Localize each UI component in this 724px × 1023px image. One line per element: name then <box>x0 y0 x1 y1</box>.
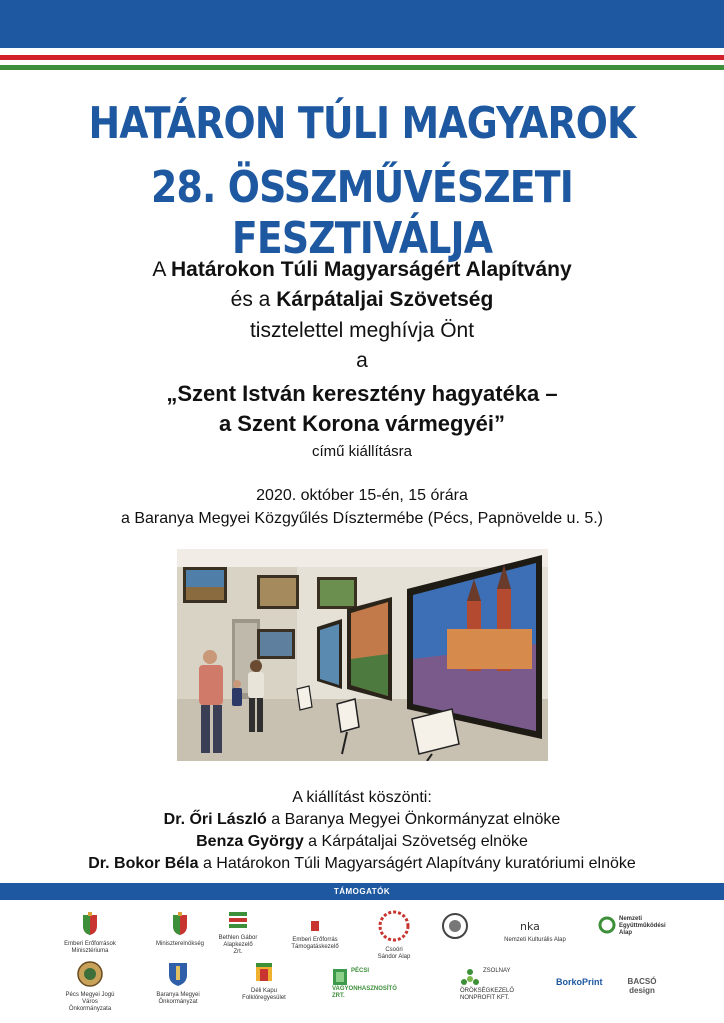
gate-icon <box>254 961 274 983</box>
speaker-1-role: a Baranya Megyei Önkormányzat elnöke <box>271 811 561 828</box>
exhibition-photo <box>177 549 548 761</box>
festival-title-line-2: 28. ÖSSZMŰVÉSZETI FESZTIVÁLJA <box>151 162 573 264</box>
event-venue: a Baranya Megyei Közgyűlés Dísztermébe (Pécs, Papnövelde u. 5.) <box>120 510 604 527</box>
seal-icon <box>441 912 469 940</box>
svg-text:nka: nka <box>520 920 540 932</box>
exhibition-photo-illustration <box>177 549 548 761</box>
greeting-intro: A kiállítást köszönti: <box>292 789 432 806</box>
festival-title-line-1: HATÁRON TÚLI MAGYAROK <box>88 98 636 149</box>
speaker-1-name: Dr. Őri László <box>163 811 267 828</box>
speaker-3 <box>0 853 724 875</box>
sponsor-logo-delikapu: Déli Kapu Folklóregyesület <box>236 961 292 1002</box>
sponsor-logo-csoori: Csoóri Sándor Alap <box>376 910 412 961</box>
speaker-2-role: a Kárpátaljai Szövetség elnöke <box>308 833 528 850</box>
sponsor-logo-pv: PÉCSI VAGYONHASZNOSÍTÓ ZRT. <box>332 968 397 999</box>
invitation-line-5: című kiállításra <box>311 443 413 460</box>
event-date: 2020. október 15-én, 15 órára <box>256 487 468 504</box>
sponsor-logo-borkoprint: BorkoPrint <box>556 970 592 987</box>
sponsor-logo-me: Miniszterelnökség <box>145 912 215 948</box>
zsolnay-icon <box>460 968 480 988</box>
sponsor-logo-nka: nka Nemzeti Kulturális Alap <box>504 920 566 943</box>
nka-icon <box>520 920 550 932</box>
speaker-3-name: Dr. Bokor Béla <box>88 855 199 872</box>
speaker-2-name: Benza György <box>196 833 304 850</box>
shield-icon <box>167 961 189 987</box>
sponsor-logo-bacso: BACSÓ design <box>622 970 662 995</box>
sponsor-logo-pecs: Pécs Megyei Jogú Város Önkormányzata <box>62 961 118 1013</box>
organizer-2: Kárpátaljai Szövetség <box>276 288 494 311</box>
header-green-stripe <box>0 65 724 70</box>
exhibit-title-1: „Szent István keresztény hagyatéka – <box>166 381 558 406</box>
print-icon <box>574 971 575 972</box>
speaker-3-role: a Határokon Túli Magyarságért Alapítvány kuratóriumi elnöke <box>202 855 636 872</box>
bga-icon <box>227 910 249 930</box>
sponsor-logo-eet: Emberi Erőforrás Támogatáskezelő <box>280 920 350 951</box>
speaker-2 <box>0 831 724 853</box>
sponsor-logo-baranya: Baranya Megyei Önkormányzat <box>150 961 206 1006</box>
invitation-line-2: és a Kárpátaljai Szövetség <box>230 288 494 311</box>
sponsor-logo-zsolnay: ZSOLNAY ÖRÖKSÉGKEZELŐ NONPROFIT KFT. <box>460 968 515 1001</box>
invitation-line-4: a <box>356 349 368 372</box>
exhibit-title-2: a Szent Korona vármegyéi” <box>218 411 506 436</box>
pv-icon <box>332 968 348 986</box>
sponsor-logo-nea: Nemzeti Együttműködési Alap <box>598 916 672 937</box>
speaker-1 <box>0 809 724 831</box>
sponsor-logo-emmi: Emberi Erőforrások Minisztériuma <box>55 912 125 955</box>
nea-icon <box>598 916 616 934</box>
crest-icon <box>81 912 99 936</box>
sponsors-heading: TÁMOGATÓK <box>0 883 724 900</box>
wreath-icon <box>378 910 410 942</box>
crest-icon <box>171 912 189 936</box>
sponsor-logo-bga: Bethlen Gábor Alapkezelő Zrt. <box>218 910 258 956</box>
eet-icon <box>310 920 320 932</box>
design-icon <box>642 971 643 972</box>
seal-icon <box>77 961 103 987</box>
invitation-line-1: A Határokon Túli Magyarságért Alapítvány <box>152 258 572 281</box>
invitation-line-3: tisztelettel meghívja Önt <box>249 319 475 342</box>
header-red-stripe <box>0 55 724 60</box>
organizer-1: Határokon Túli Magyarságért Alapítvány <box>171 258 572 281</box>
sponsor-logo-seal <box>440 912 470 945</box>
header-blue-band <box>0 0 724 48</box>
